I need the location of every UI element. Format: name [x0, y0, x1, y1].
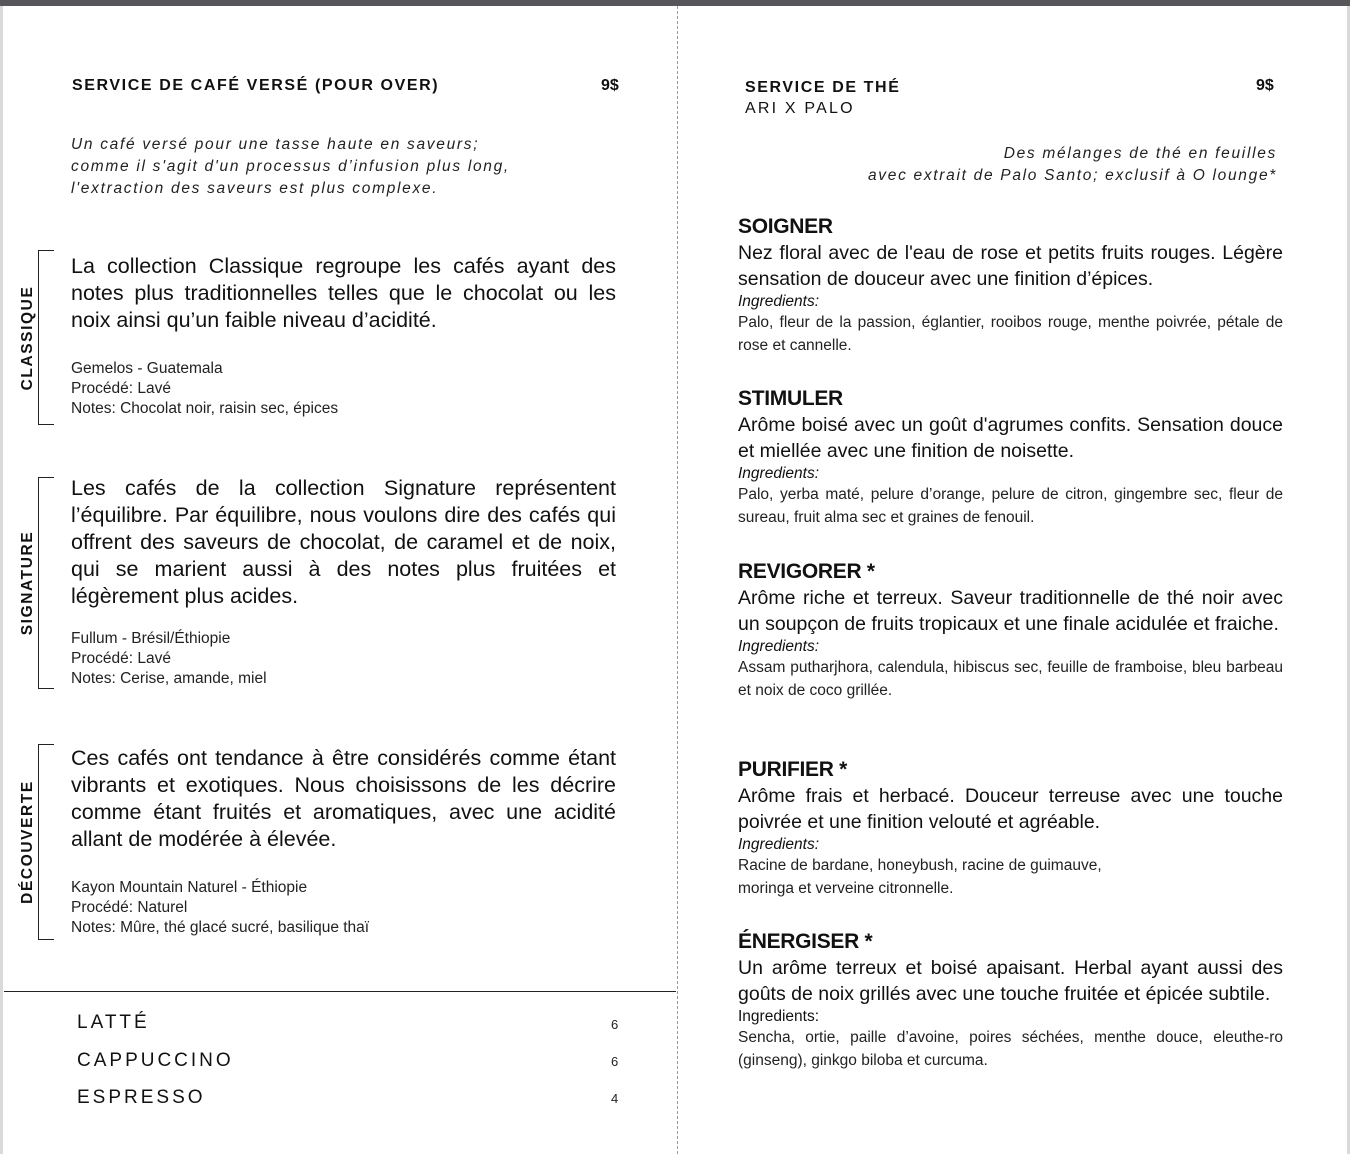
coffee-origin: Fullum - Brésil/Éthiopie: [71, 630, 231, 647]
ingredients-label: Ingredients:: [738, 465, 819, 482]
drink-name: LATTÉ: [77, 1012, 150, 1033]
tea-name: STIMULER: [738, 387, 843, 410]
window-top-bar: [0, 0, 1350, 6]
coffee-process: Procédé: Lavé: [71, 380, 171, 397]
tagline-line: Un café versé pour une tasse haute en saveurs;: [71, 136, 480, 153]
coffee-process: Procédé: Naturel: [71, 899, 188, 916]
tea-ingredients: Palo, fleur de la passion, églantier, rooibos rouge, menthe poivrée, pétale de rose et cannelle.: [738, 314, 1283, 354]
page-fold-divider: [677, 6, 678, 1154]
coffee-notes: Notes: Chocolat noir, raisin sec, épices: [71, 400, 339, 417]
tea-item-energiser: [738, 929, 1283, 1072]
ingredients-label: Ingredients:: [738, 638, 819, 655]
coffee-process: Procédé: Lavé: [71, 650, 171, 667]
drink-price: 6: [611, 1017, 619, 1032]
tagline-line: Des mélanges de thé en feuilles: [1003, 145, 1277, 162]
collection-bracket-signature: [19, 477, 54, 689]
ingredients-label: Ingredients:: [738, 836, 819, 853]
tea-name: SOIGNER: [738, 215, 833, 238]
tea-service-tagline: [700, 143, 1277, 187]
pourover-tagline: [71, 134, 631, 200]
tea-description: Arôme frais et herbacé. Douceur terreuse avec une touche poivrée et une finition velouté et agréable.: [738, 785, 1283, 833]
tea-item-soigner: [738, 214, 1283, 357]
tea-item-revigorer: [738, 559, 1283, 702]
tea-name: ÉNERGISER *: [738, 930, 873, 953]
collection-label-classique: CLASSIQUE: [19, 280, 37, 395]
coffee-notes: Notes: Mûre, thé glacé sucré, basilique thaï: [71, 919, 370, 936]
tea-description: Arôme riche et terreux. Saveur traditionnelle de thé noir avec un soupçon de fruits tropicaux et une finale acidulée et fraiche.: [738, 587, 1283, 635]
tea-service-title: SERVICE DE THÉ: [745, 79, 901, 96]
ingredients-line: moringa et verveine citronnelle.: [738, 879, 954, 897]
tea-description: Un arôme terreux et boisé apaisant. Herbal ayant aussi des goûts de noix grillés avec une touche fruitée et épicée subtile.: [738, 957, 1283, 1005]
tea-name: REVIGORER *: [738, 560, 875, 583]
collection-coffee-info: [71, 878, 369, 938]
page-edge-left: [0, 6, 3, 1154]
collection-description: Les cafés de la collection Signature représentent l’équilibre. Par équilibre, nous voulons dire des cafés qui offrent des saveurs de chocolat, de caramel et de noix, qui se marient aussi à des notes plus fruitées et légèrement plus acides.: [71, 476, 616, 608]
collection-bracket-classique: [19, 250, 54, 425]
collection-label-decouverte: DÉCOUVERTE: [19, 775, 37, 909]
tea-description: Arôme boisé avec un goût d'agrumes confits. Sensation douce et miellée avec une finition de noisette.: [738, 414, 1283, 462]
pourover-price: 9$: [601, 77, 619, 94]
pourover-title: SERVICE DE CAFÉ VERSÉ (POUR OVER): [72, 77, 440, 94]
ingredients-label: Ingredients:: [738, 293, 819, 310]
tagline-line: comme il s'agit d'un processus d’infusion plus long,: [71, 158, 510, 175]
tea-ingredients: Sencha, ortie, paille d’avoine, poires séchées, menthe douce, eleuthe-ro (ginseng), ginkgo biloba et curcuma.: [738, 1029, 1283, 1069]
section-divider: [4, 991, 676, 992]
collection-label-signature: SIGNATURE: [19, 526, 37, 641]
tea-item-purifier: [738, 757, 1283, 900]
ingredients-line: Racine de bardane, honeybush, racine de guimauve,: [738, 857, 1102, 874]
tea-description: Nez floral avec de l'eau de rose et petits fruits rouges. Légère sensation de douceur avec une finition d’épices.: [738, 242, 1283, 290]
coffee-origin: Gemelos - Guatemala: [71, 360, 223, 377]
drink-name: CAPPUCCINO: [77, 1050, 234, 1071]
tea-ingredients: [738, 855, 1283, 900]
drink-price: 6: [611, 1054, 619, 1069]
tea-ingredients: Assam putharjhora, calendula, hibiscus sec, feuille de framboise, bleu barbeau et noix de coco grillée.: [738, 659, 1283, 699]
collection-description: La collection Classique regroupe les cafés ayant des notes plus traditionnelles telles que le chocolat ou les noix ainsi qu’un faible niveau d’acidité.: [71, 254, 616, 332]
coffee-notes: Notes: Cerise, amande, miel: [71, 670, 267, 687]
collection-description: Ces cafés ont tendance à être considérés comme étant vibrants et exotiques. Nous choisissons de les décrire comme étant fruités et aromatiques, avec une acidité allant de modérée à élevée.: [71, 746, 616, 851]
collection-coffee-info: [71, 359, 338, 419]
tea-service-price: 9$: [1256, 77, 1274, 94]
coffee-origin: Kayon Mountain Naturel - Éthiopie: [71, 879, 308, 896]
tea-name: PURIFIER *: [738, 758, 848, 781]
collection-coffee-info: [71, 629, 267, 689]
tagline-line: l'extraction des saveurs est plus complexe.: [71, 180, 439, 197]
tea-item-stimuler: [738, 386, 1283, 529]
tea-service-subtitle: ARI X PALO: [745, 100, 855, 117]
drink-name: ESPRESSO: [77, 1087, 206, 1108]
tagline-line: avec extrait de Palo Santo; exclusif à O lounge*: [867, 167, 1277, 184]
drink-price: 4: [611, 1091, 619, 1106]
ingredients-label: Ingredients:: [738, 1008, 819, 1025]
tea-ingredients: Palo, yerba maté, pelure d’orange, pelure de citron, gingembre sec, fleur de sureau, fruit alma sec et graines de fenouil.: [738, 486, 1283, 526]
collection-bracket-decouverte: [19, 744, 54, 940]
